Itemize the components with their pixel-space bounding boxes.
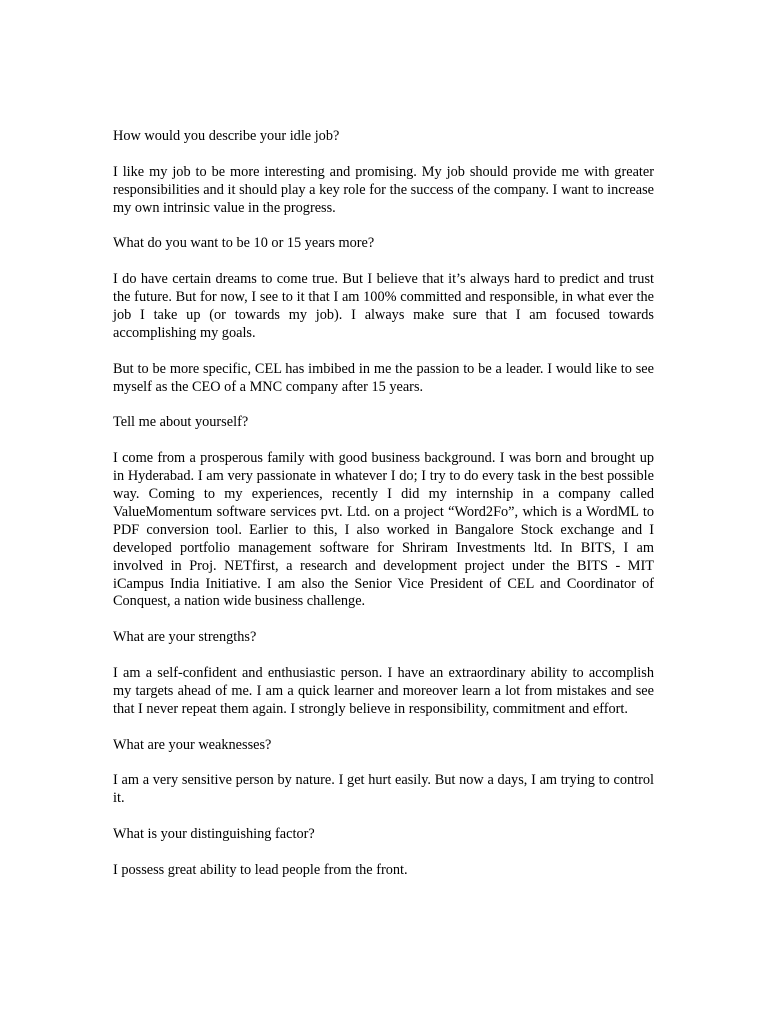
answer-future-dreams: I do have certain dreams to come true. But I believe that it’s always hard to predict and trust the future. But for now, I see to it that I am 100% committed and responsible, in what ever the job I take up (or towards my job). I always make sure that I am focused towards accomplishing my goals. [113,271,654,341]
answer-about-yourself: I come from a prosperous family with good business background. I was born and brought up in Hyderabad. I am very passionate in whatever I do; I try to do every task in the best possible way. Coming to my experiences, recently I did my internship in a company called ValueMomentum software services pvt. Ltd. on a project “Word2Fo”, which is a WordML to PDF conversion tool. Earlier to this, I also worked in Bangalore Stock exchange and I developed portfolio management software for Shriram Investments ltd. In BITS, I am involved in Proj. NETfirst, a research and development project under the BITS - MIT iCampus India Initiative. I am also the Senior Vice President of CEL and Coordinator of Conquest, a nation wide business challenge. [113,450,654,610]
question-future: What do you want to be 10 or 15 years more? [113,235,375,252]
question-strengths: What are your strengths? [113,629,257,646]
question-idle-job: How would you describe your idle job? [113,128,340,144]
answer-distinguishing-factor: I possess great ability to lead people from the front. [113,861,408,878]
question-about-yourself: Tell me about yourself? [113,414,249,431]
answer-strengths: I am a self-confident and enthusiastic person. I have an extraordinary ability to accomplish my targets ahead of me. I am a quick learner and moreover learn a lot from mistakes and see that I never repeat them again. I strongly believe in responsibility, commitment and effort. [113,665,654,717]
answer-idle-job: I like my job to be more interesting and promising. My job should provide me with greater responsibilities and it should play a key role for the success of the company. I want to increase my own intrinsic value in the progress. [113,163,654,216]
question-distinguishing-factor: What is your distinguishing factor? [113,826,315,843]
answer-weaknesses: I am a very sensitive person by nature. I get hurt easily. But now a days, I am trying to control it. [113,772,654,807]
document-body [113,128,654,898]
answer-future-specific: But to be more specific, CEL has imbibed in me the passion to be a leader. I would like to see myself as the CEO of a MNC company after 15 years. [113,360,654,395]
question-weaknesses: What are your weaknesses? [113,736,272,753]
